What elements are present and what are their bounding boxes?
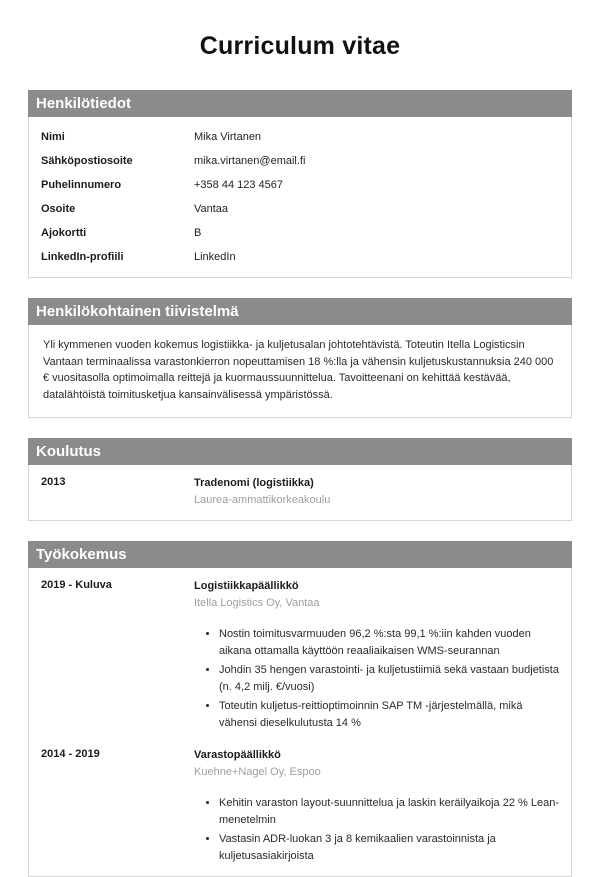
info-row-phone bbox=[41, 173, 559, 197]
entry-period: 2019 - Kuluva bbox=[41, 579, 112, 591]
entry-role: Logistiikkapäällikkö bbox=[194, 580, 299, 592]
entry-bullet-list bbox=[194, 795, 559, 864]
experience-entry bbox=[41, 747, 559, 864]
info-value: +358 44 123 4567 bbox=[194, 179, 284, 191]
info-label: Osoite bbox=[41, 203, 76, 215]
bullet-item: • Vastasin ADR-luokan 3 ja 8 kemikaalien varastoinnista ja kuljetusasiakirjoista bbox=[219, 831, 559, 864]
section-personal bbox=[28, 90, 572, 278]
experience-entry bbox=[41, 578, 559, 731]
section-summary bbox=[28, 298, 572, 418]
section-header-education: Koulutus bbox=[28, 438, 572, 465]
entry-bullet-list bbox=[194, 626, 559, 731]
page-title: Curriculum vitae bbox=[199, 32, 401, 60]
entry-main bbox=[194, 578, 559, 731]
info-label: LinkedIn-profiili bbox=[41, 251, 124, 263]
bullet-item: • Johdin 35 hengen varastointi- ja kuljetustiimiä sekä vastaan budjetista (n. 4,2 milj. €/vuosi) bbox=[219, 662, 559, 695]
entry-main bbox=[194, 475, 559, 508]
section-header-personal: Henkilötiedot bbox=[28, 90, 572, 117]
info-value: Vantaa bbox=[194, 203, 229, 215]
info-row-linkedin bbox=[41, 245, 559, 269]
section-experience bbox=[28, 541, 572, 877]
entry-period: 2014 - 2019 bbox=[41, 748, 100, 760]
entry-degree: Tradenomi (logistiikka) bbox=[194, 477, 314, 489]
summary-text: Yli kymmenen vuoden kokemus logistiikka- ja kuljetusalan johtotehtävistä. Toteutin Itella Logisticsin Vantaan terminaalissa varastonkierron nopeuttamisen 18 %:lla ja vähensin kuljetuskustannuksia 240 000 € vuositasolla optimoimalla reittejä ja kuormaussuunnittelua. Tavoitteenani on kehittää kestävää, datalähtöistä toimitusketjua kansainvälisessä ympäristössä. bbox=[43, 339, 554, 401]
entry-role: Varastopäällikkö bbox=[194, 749, 281, 761]
info-row-address bbox=[41, 197, 559, 221]
entry-employer: Itella Logistics Oy, Vantaa bbox=[194, 596, 320, 609]
entry-employer: Kuehne+Nagel Oy, Espoo bbox=[194, 765, 321, 778]
personal-info-box bbox=[28, 117, 572, 278]
section-header-experience: Työkokemus bbox=[28, 541, 572, 568]
info-label: Sähköpostiosoite bbox=[41, 155, 133, 167]
info-value: B bbox=[194, 227, 202, 239]
info-label: Nimi bbox=[41, 131, 65, 143]
bullet-item: • Kehitin varaston layout-suunnittelua ja laskin keräilyaikoja 22 % Lean-menetelmin bbox=[219, 795, 559, 828]
info-value: Mika Virtanen bbox=[194, 131, 262, 143]
experience-box bbox=[28, 568, 572, 877]
bullet-item: • Nostin toimitusvarmuuden 96,2 %:sta 99,1 %:iin kahden vuoden aikana ottamalla käyttöön reaaliaikaisen WMS-seurannan bbox=[219, 626, 559, 659]
info-value: mika.virtanen@email.fi bbox=[194, 155, 306, 167]
entry-main bbox=[194, 747, 559, 864]
bullet-item: • Toteutin kuljetus-reittioptimoinnin SAP TM -järjestelmällä, mikä vähensi dieselkulutusta 14 % bbox=[219, 698, 559, 731]
summary-box bbox=[28, 325, 572, 418]
info-row-name bbox=[41, 125, 559, 149]
entry-school: Laurea-ammattikorkeakoulu bbox=[194, 493, 331, 506]
entry-period: 2013 bbox=[41, 476, 66, 488]
info-row-email bbox=[41, 149, 559, 173]
education-entry bbox=[41, 475, 559, 508]
education-box bbox=[28, 465, 572, 521]
info-label: Puhelinnumero bbox=[41, 179, 122, 191]
section-education bbox=[28, 438, 572, 521]
info-label: Ajokortti bbox=[41, 227, 87, 239]
section-header-summary: Henkilökohtainen tiivistelmä bbox=[28, 298, 572, 325]
info-row-license bbox=[41, 221, 559, 245]
info-value: LinkedIn bbox=[194, 251, 236, 263]
